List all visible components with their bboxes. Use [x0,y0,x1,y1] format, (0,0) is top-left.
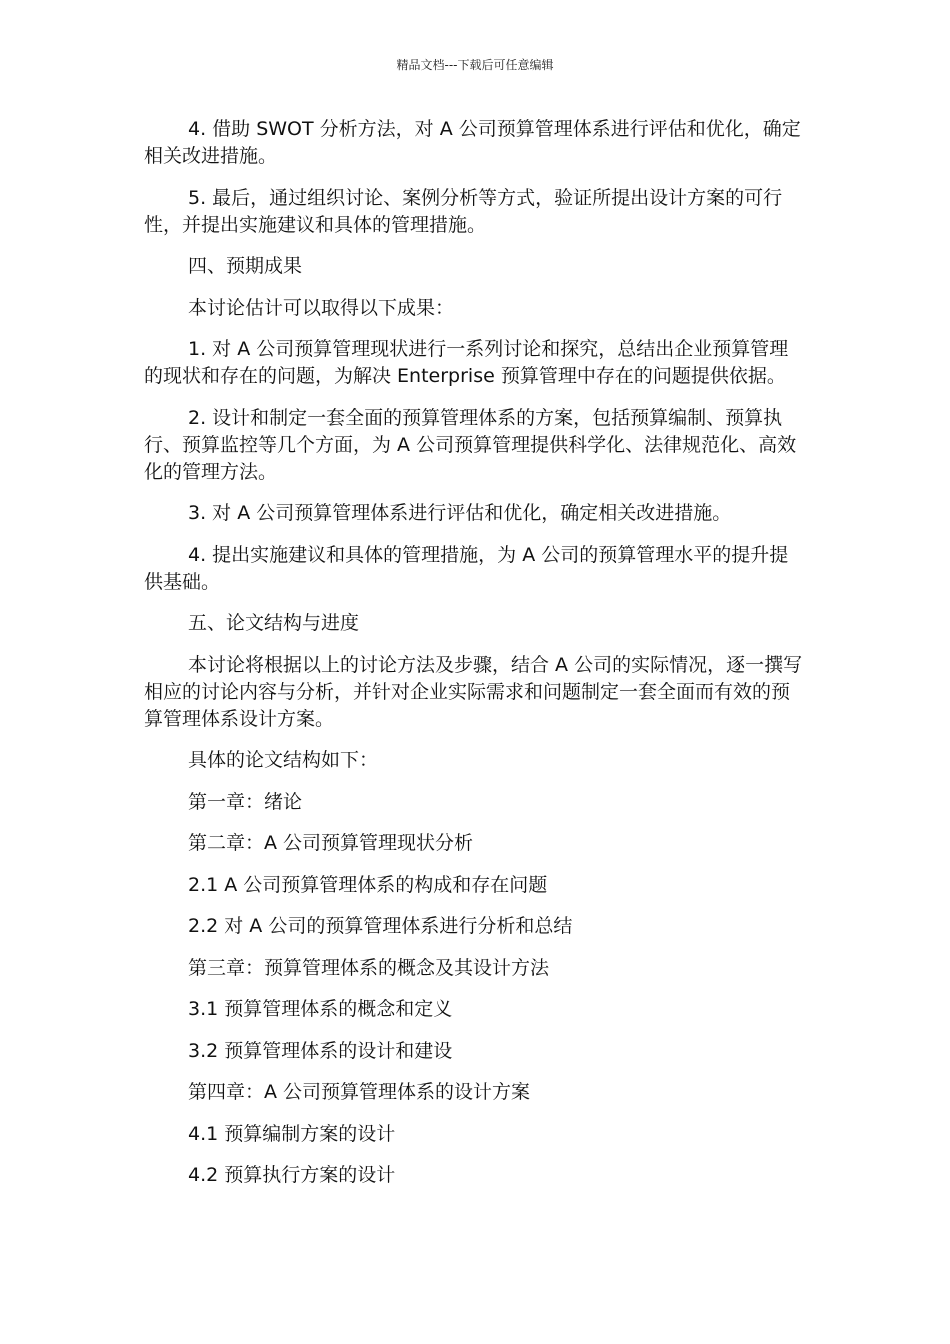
outline-chapter-4: 第四章：A 公司预算管理体系的设计方案 [188,1081,531,1103]
outline-section-3-1: 3.1 预算管理体系的概念和定义 [188,998,453,1020]
paragraph-result-1: 1. 对 A 公司预算管理现状进行一系列讨论和探究，总结出企业预算管理的现状和存在的问题，为解决 Enterprise 预算管理中存在的问题提供依据。 [144,338,789,387]
outline-section-4-2: 4.2 预算执行方案的设计 [188,1164,396,1186]
outline-chapter-2: 第二章：A 公司预算管理现状分析 [188,832,474,854]
page-header: 精品文档---下载后可任意编辑 [396,58,554,72]
outline-section-3-2: 3.2 预算管理体系的设计和建设 [188,1039,453,1062]
paragraph-results-intro: 本讨论估计可以取得以下成果： [188,296,455,319]
paragraph-result-3: 3. 对 A 公司预算管理体系进行评估和优化，确定相关改进措施。 [188,502,732,524]
paragraph-result-4: 4. 提出实施建议和具体的管理措施，为 A 公司的预算管理水平的提升提供基础。 [144,543,789,593]
outline-section-2-2: 2.2 对 A 公司的预算管理体系进行分析和总结 [188,915,573,937]
outline-chapter-3: 第三章：预算管理体系的概念及其设计方法 [188,956,550,979]
section-heading-structure-progress: 五、论文结构与进度 [188,612,360,634]
section-heading-expected-results: 四、预期成果 [188,255,303,277]
document-body [144,116,806,1204]
paragraph-result-2: 2. 设计和制定一套全面的预算管理体系的方案，包括预算编制、预算执行、预算监控等几个方面，为 A 公司预算管理提供科学化、法律规范化、高效化的管理方法。 [144,406,797,483]
outline-intro: 具体的论文结构如下： [188,749,379,771]
paragraph-structure-intro: 本讨论将根据以上的讨论方法及步骤，结合 A 公司的实际情况，逐一撰写相应的讨论内容与分析，并针对企业实际需求和问题制定一套全面而有效的预算管理体系设计方案。 [144,653,803,730]
outline-chapter-1: 第一章：绪论 [188,790,303,813]
outline-section-4-1: 4.1 预算编制方案的设计 [188,1122,396,1145]
outline-section-2-1: 2.1 A 公司预算管理体系的构成和存在问题 [188,873,548,896]
paragraph-swot-step: 4. 借助 SWOT 分析方法，对 A 公司预算管理体系进行评估和优化，确定相关改进措施。 [144,118,801,167]
paragraph-validation-step: 5. 最后，通过组织讨论、案例分析等方式，验证所提出设计方案的可行性，并提出实施建议和具体的管理措施。 [144,186,783,236]
